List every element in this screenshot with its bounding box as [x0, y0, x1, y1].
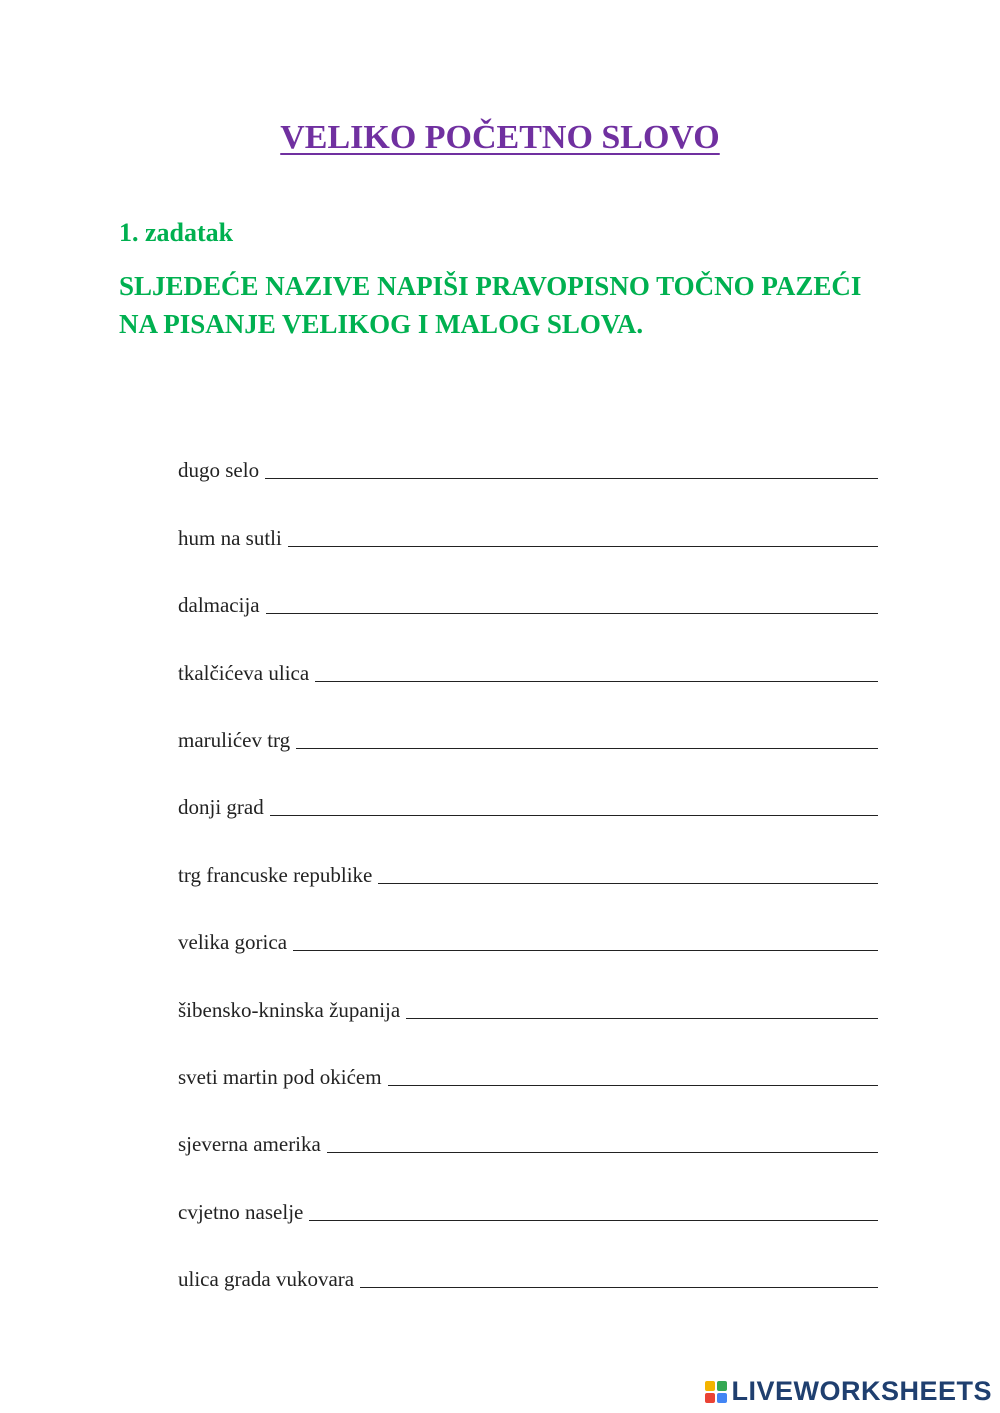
exercise-prompt: hum na sutli [178, 525, 282, 550]
answer-blank[interactable] [388, 1061, 878, 1086]
exercise-prompt: sveti martin pod okićem [178, 1064, 382, 1089]
exercise-item [178, 1229, 878, 1296]
exercise-item [178, 690, 878, 757]
exercise-prompt: marulićev trg [178, 727, 291, 752]
exercise-prompt: donji grad [178, 795, 264, 820]
page-title-text: VELIKO POČETNO SLOVO [280, 119, 720, 156]
exercise-prompt: tkalčićeva ulica [178, 660, 310, 685]
answer-blank[interactable] [266, 589, 878, 614]
logo-block [705, 1381, 715, 1391]
answer-blank[interactable] [406, 994, 878, 1019]
answer-blank[interactable] [360, 1263, 878, 1288]
exercise-item [178, 487, 878, 554]
answer-blank[interactable] [270, 791, 878, 816]
page-title [0, 118, 1000, 159]
exercise-prompt: šibensko-kninska županija [178, 997, 401, 1022]
answer-blank[interactable] [327, 1128, 878, 1153]
exercise-item [178, 892, 878, 959]
answer-blank[interactable] [265, 454, 878, 479]
liveworksheets-logo [705, 1376, 992, 1407]
liveworksheets-logo-icon [705, 1381, 727, 1403]
exercise-prompt: dalmacija [178, 593, 260, 618]
answer-blank[interactable] [309, 1196, 878, 1221]
exercise-item [178, 622, 878, 689]
exercise-prompt: trg francuske republike [178, 862, 373, 887]
task-instruction: SLJEDEĆE NAZIVE NAPIŠI PRAVOPISNO TOČNO PAZEĆI NA PISANJE VELIKOG I MALOG SLOVA. [119, 271, 862, 339]
exercise-item [178, 824, 878, 891]
exercise-item [178, 757, 878, 824]
exercise-prompt: ulica grada vukovara [178, 1267, 355, 1292]
logo-block [705, 1393, 715, 1403]
answer-blank[interactable] [378, 859, 878, 884]
logo-block [717, 1393, 727, 1403]
exercise-item [178, 959, 878, 1026]
answer-blank[interactable] [293, 926, 878, 951]
exercise-prompt: dugo selo [178, 458, 260, 483]
exercise-list [178, 420, 878, 1296]
exercise-prompt: sjeverna amerika [178, 1132, 321, 1157]
exercise-item [178, 1094, 878, 1161]
exercise-item [178, 555, 878, 622]
exercise-prompt: velika gorica [178, 930, 288, 955]
answer-blank[interactable] [296, 724, 878, 749]
task-number: 1. zadatak [119, 218, 234, 247]
exercise-item [178, 420, 878, 487]
answer-blank[interactable] [288, 522, 878, 547]
logo-block [717, 1381, 727, 1391]
exercise-prompt: cvjetno naselje [178, 1199, 304, 1224]
answer-blank[interactable] [315, 657, 878, 682]
exercise-item [178, 1161, 878, 1228]
logo-text: LIVEWORKSHEETS [731, 1376, 992, 1406]
exercise-item [178, 1027, 878, 1094]
